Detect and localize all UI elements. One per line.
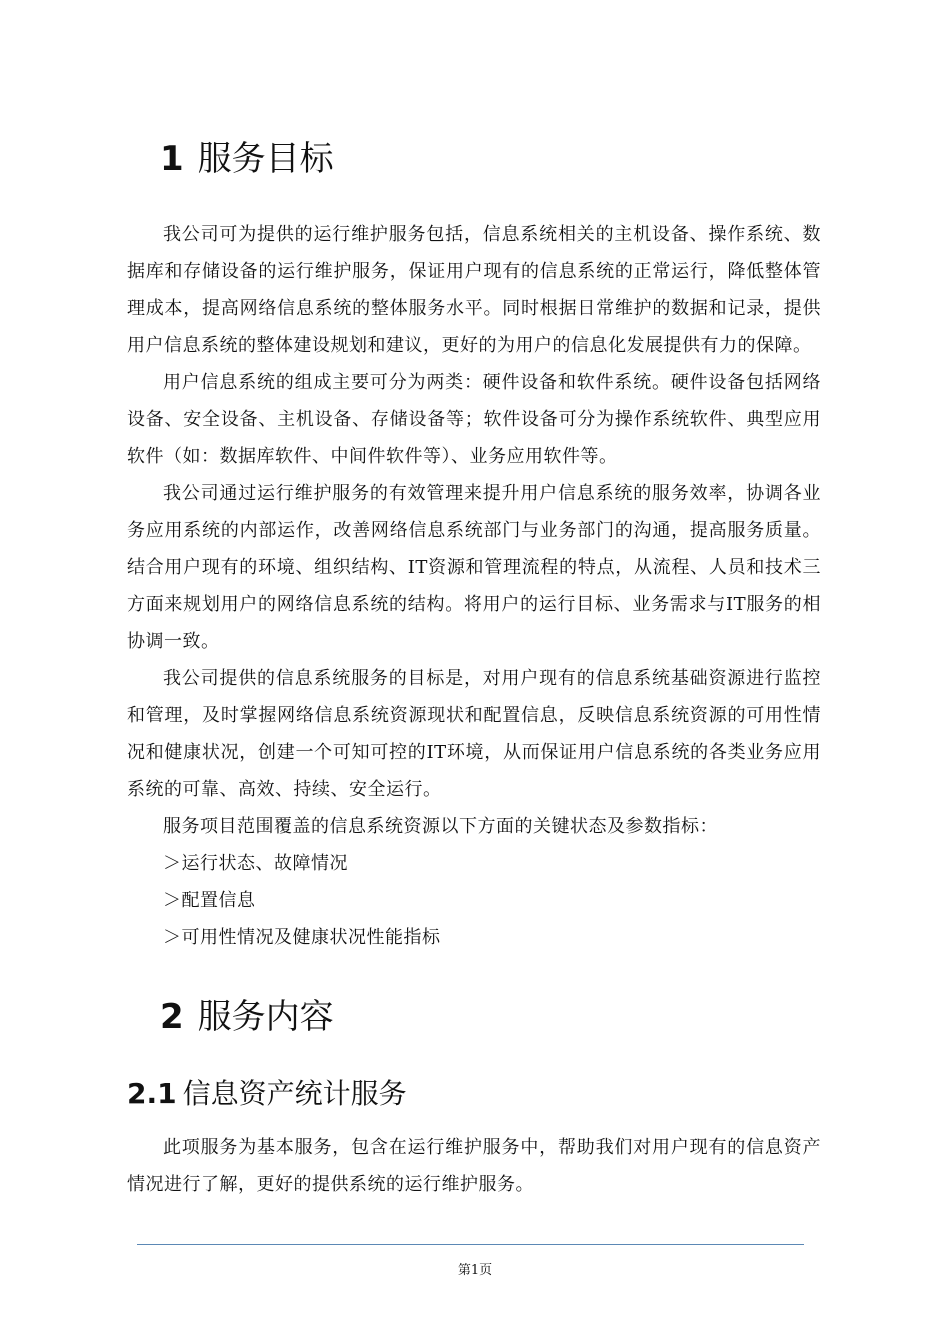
- subsection-title: 信息资产统计服务: [182, 1077, 407, 1110]
- section-2-1-body: [127, 1129, 821, 1203]
- paragraph: 我公司通过运行维护服务的有效管理来提升用户信息系统的服务效率，协调各业务应用系统的内部运作，改善网络信息系统部门与业务部门的沟通，提高服务质量。结合用户现有的环境、组织结构、IT资源和管理流程的特点，从流程、人员和技术三方面来规划用户的网络信息系统的结构。将用户的运行目标、业务需求与IT服务的相协调一致。: [127, 483, 821, 652]
- page-number: 第1页: [457, 1263, 493, 1278]
- list-item: ＞运行状态、故障情况: [163, 853, 348, 874]
- paragraph: 我公司可为提供的运行维护服务包括，信息系统相关的主机设备、操作系统、数据库和存储设备的运行维护服务，保证用户现有的信息系统的正常运行，降低整体管理成本，提高网络信息系统的整体服务水平。同时根据日常维护的数据和记录，提供用户信息系统的整体建设规划和建议，更好的为用户的信息化发展提供有力的保障。: [127, 224, 821, 356]
- section-1-heading: [160, 137, 334, 181]
- subsection-number: 2.1: [127, 1077, 177, 1110]
- paragraph: 我公司提供的信息系统服务的目标是，对用户现有的信息系统基础资源进行监控和管理，及时掌握网络信息系统资源现状和配置信息，反映信息系统资源的可用性情况和健康状况，创建一个可知可控的IT环境，从而保证用户信息系统的各类业务应用系统的可靠、高效、持续、安全运行。: [127, 668, 821, 800]
- paragraph: 用户信息系统的组成主要可分为两类：硬件设备和软件系统。硬件设备包括网络设备、安全设备、主机设备、存储设备等；软件设备可分为操作系统软件、典型应用软件（如：数据库软件、中间件软件等）、业务应用软件等。: [127, 372, 821, 467]
- section-2-heading: [160, 995, 334, 1039]
- section-2-1-heading: [127, 1075, 407, 1113]
- section-1-body: [127, 216, 821, 956]
- paragraph: 此项服务为基本服务，包含在运行维护服务中，帮助我们对用户现有的信息资产情况进行了解，更好的提供系统的运行维护服务。: [127, 1137, 821, 1195]
- section-title: 服务内容: [197, 997, 334, 1037]
- section-title: 服务目标: [197, 139, 334, 179]
- footer-divider: [137, 1244, 804, 1245]
- list-item: ＞可用性情况及健康状况性能指标: [163, 927, 441, 948]
- section-number: 1: [160, 139, 184, 179]
- list-item: ＞配置信息: [163, 890, 256, 911]
- section-number: 2: [160, 997, 184, 1037]
- paragraph: 服务项目范围覆盖的信息系统资源以下方面的关键状态及参数指标：: [163, 816, 718, 837]
